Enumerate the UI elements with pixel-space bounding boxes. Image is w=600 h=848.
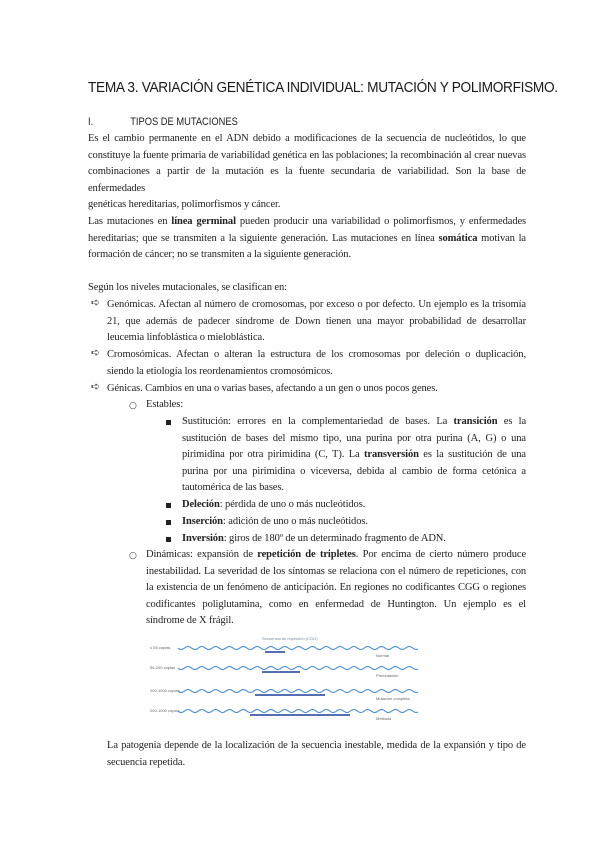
figure-row-note: Mutación completa [376,696,410,701]
arrow-bullet-icon: ➪ [91,296,101,309]
figure-row-label: 56-200 copias [150,665,176,670]
list-item-cromosomicas: Cromosómicas. Afectan o alteran la estructura de los cromosomas por deleción o duplicación, siendo la etiología los reordenamientos cromosómicos. [107,349,526,377]
figure-row-note: Normal [376,653,389,658]
square-bullet-icon [166,537,171,542]
triplet-expansion-figure [150,636,430,722]
figure-row-label: 200-1000 copias [150,688,180,693]
term-transversion: transversión [364,449,419,461]
term-germinal: línea germinal [171,216,236,227]
arrow-bullet-icon: ➪ [91,346,101,359]
paragraph-germinal-somatic [88,214,526,264]
list-item-inversion: Inversión: giros de 180º de un determinado fragmento de ADN. [182,533,446,544]
section-number: I. [88,116,94,128]
list-item-insercion: Inserción: adición de uno o más nucleótidos. [182,516,368,527]
dna-strands-graphic [150,636,430,722]
dna-strand [178,709,418,712]
list-item-sustitucion: Sustitución: errores en la complementariedad de bases. La transición es la sustitución de bases del mismo tipo, una purina por otra purina (A, G) o una pirimidina por otra pirimidina (C, T). La transversión es la sustitución de una purina por una pirimidina o viceversa, debida al cambio de forma cetónica a tautomérica de las bases. [182,416,526,494]
text-line: Las mutaciones en línea germinal pueden producir una variabilidad o polimorfismos, y enfermedades [88,216,527,227]
section-heading [88,116,238,128]
paragraph-definition [88,131,526,214]
dna-strand [178,646,418,649]
list-item-dinamicas: Dinámicas: expansión de repetición de tripletes. Por encima de cierto número produce inestabilidad. La severidad de los síntomas se relaciona con el número de repeticiones, con la existencia de un fenómeno de anticipación. En regiones no codificantes CGG o regiones codificantes poliglutamina, como en enfermedad de Huntington. Un ejemplo es el síndrome de X frágil. [146,549,527,627]
figure-row-label: ≤ 55 copias [150,645,171,650]
text-line: Es el cambio permanente en el ADN debido a modificaciones de la secuencia de nucleótidos, lo que [88,133,526,144]
text-line: hereditarias; que se transmiten a la siguiente generación. Las mutaciones en línea somática motivan la [88,232,526,244]
section-label: TIPOS DE MUTACIONES [130,116,238,128]
term-somatic: somática [438,232,478,244]
figure-row-note: Premutación [376,673,399,678]
text-line: constituye la fuente primaria de variabilidad genética en las poblaciones; la recombinación al crear nuevas [88,149,526,161]
circle-bullet-icon: ○ [129,401,137,411]
paragraph-conclusion: La patogenia depende de la localización de la secuencia inestable, medida de la expansión y tipo de secuencia repetida. [107,740,526,768]
list-item-genicas: Génicas. Cambios en una o varias bases, afectando a un gen o unos pocos genes. [107,383,438,394]
list-item-estables: Estables: [146,399,184,410]
figure-row-label: 200-1000 copias [150,708,180,713]
text-line: genéticas hereditarias, polimorfismos y cáncer. [88,199,281,211]
arrow-bullet-icon: ➪ [91,380,101,393]
square-bullet-icon [166,420,171,425]
dna-strand [178,666,418,669]
term-transicion: transición [453,416,498,427]
paragraph-levels-intro: Según los niveles mutacionales, se clasifican en: [88,282,287,293]
figure-caption: Secuencia de repetición (CGG) [262,636,318,641]
list-item-delecion: Deleción: pérdida de uno o más nucleótidos. [182,499,366,510]
list-item-genomicas: Genómicas. Afectan al número de cromosomas, por exceso o por defecto. Un ejemplo es la trisomía 21, que además de padecer síndrome de Down tienen una mayor probabilidad de desarrollar leucemia linfoblástica o mieloblástica. [107,299,526,344]
figure-row-note: Metilada [376,716,392,721]
square-bullet-icon [166,503,171,508]
text-line: formación de cáncer; no se transmiten a la siguiente generación. [88,249,351,261]
dna-strand [178,689,418,692]
page-title: TEMA 3. VARIACIÓN GENÉTICA INDIVIDUAL: MUTACIÓN Y POLIMORFISMO. [88,79,558,96]
term-repeticion-tripletes: repetición de tripletes [257,549,356,560]
circle-bullet-icon: ○ [129,551,137,561]
text-line: combinaciones a partir de la mutación es la fuente secundaria de variabilidad. Son la base de enfermedades [88,166,526,194]
square-bullet-icon [166,520,171,525]
